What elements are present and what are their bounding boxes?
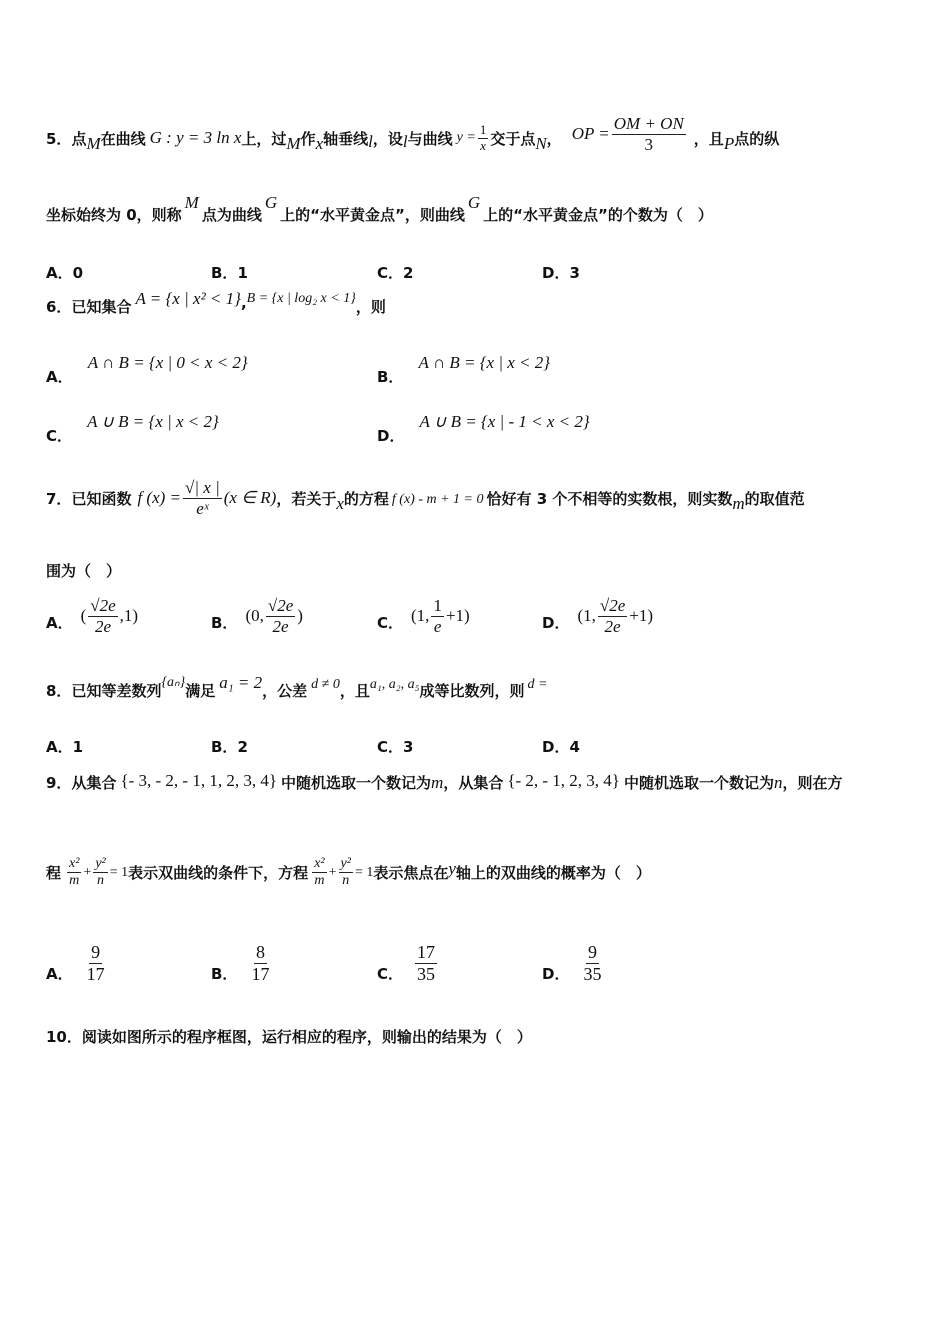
q9-line2: 程 $\frac{\text{x²}}{m}$ + $\frac{\text{y²}}{n}$ = 1 表示双曲线的条件下，方程 $\frac{\text{x²}}{m}$ + $\frac{\text{y²}}{n}$ = 1 表示焦点在 y 轴上的双曲线的概率为（ ） [46,856,651,889]
q8-number: 8． [46,682,72,700]
q6-option-d[interactable]: D． A ∪ B = {x | - 1 < x < 2} [377,412,590,445]
q5-option-b[interactable]: B．1 [211,264,248,282]
q6-stem: 6． 已知集合 A = {x | x² < 1} , B = {x | log₂ x < 1} ，则 [46,288,386,316]
q5-option-d[interactable]: D．3 [542,264,580,282]
q7-line2: 围为（ ） [46,562,122,580]
q5-fraction-om-on: $\frac{OM + ON}{3}$ [613,114,684,154]
q7-option-c[interactable]: C． (1, $\frac{1}{e}$ +1) [377,596,470,636]
q10-stem: 10．阅读如图所示的程序框图，运行相应的程序，则输出的结果为（ ） [46,1028,532,1046]
q7-function-fraction: $\frac{√| x |}{\text{eˣ}}$ [185,478,220,518]
q6-option-c[interactable]: C． A ∪ B = {x | x < 2} [46,412,219,445]
q9-option-c[interactable]: C． $\frac{17}{35}$ [377,942,436,984]
q8-option-a[interactable]: A．1 [46,738,84,756]
q5-line1: 5． 点 M 在曲线 G : y = 3 ln x 上，过 M 作 x 轴垂线 l ，设 l 与曲线 y = $\frac{1}{x}$ 交于点 N ， OP = $\frac{OM + ON}{3}$ ，且 P 点的纵 [46,114,780,154]
q7-option-a[interactable]: A． ( $\frac{√2e}{2e}$ ,1) [46,596,139,636]
q6-option-a[interactable]: A． A ∩ B = {x | 0 < x < 2} [46,353,248,386]
q8-option-c[interactable]: C．3 [377,738,414,756]
q7-line1: 7． 已知函数 f (x) = $\frac{√| x |}{\text{eˣ}}$ (x ∈ R) ，若关于 x 的方程 f (x) - m + 1 = 0 恰好有 3 个不相等的实数根，则实数 m 的取值范 [46,478,805,518]
q7-option-b[interactable]: B． (0, $\frac{√2e}{2e}$ ) [211,596,303,636]
q5-fraction-1-over-x: $\frac{1}{x}$ [479,121,487,153]
q8-option-b[interactable]: B．2 [211,738,248,756]
q8-option-d[interactable]: D．4 [542,738,580,756]
q5-option-c[interactable]: C．2 [377,264,414,282]
q9-option-d[interactable]: D． $\frac{9}{35}$ [542,942,602,984]
q8-stem: 8． 已知等差数列 {aₙ} 满足 a₁ = 2 ，公差 d ≠ 0 ，且 a₁, a₂, a₅ 成等比数列，则 d = [46,672,548,700]
q5-number: 5． [46,129,72,148]
q9-option-b[interactable]: B． $\frac{8}{17}$ [211,942,270,984]
q6-option-b[interactable]: B． A ∩ B = {x | x < 2} [377,353,551,386]
q6-number: 6． [46,298,72,316]
q5-option-a[interactable]: A．0 [46,264,84,282]
q7-option-d[interactable]: D． (1, $\frac{√2e}{2e}$ +1) [542,596,654,636]
q5-line2: 坐标始终为 0，则称 M 点为曲线 G 上的“水平黄金点”，则曲线 G 上的“水平黄金点”的个数为（ ） [46,192,713,224]
q9-option-a[interactable]: A． $\frac{9}{17}$ [46,942,105,984]
q9-line1: 9． 从集合 {- 3, - 2, - 1, 1, 2, 3, 4} 中随机选取一个数记为 m ，从集合 {- 2, - 1, 2, 3, 4} 中随机选取一个数记为 n ，则在方 [46,770,843,792]
q9-number: 9． [46,774,72,792]
q7-number: 7． [46,489,72,508]
